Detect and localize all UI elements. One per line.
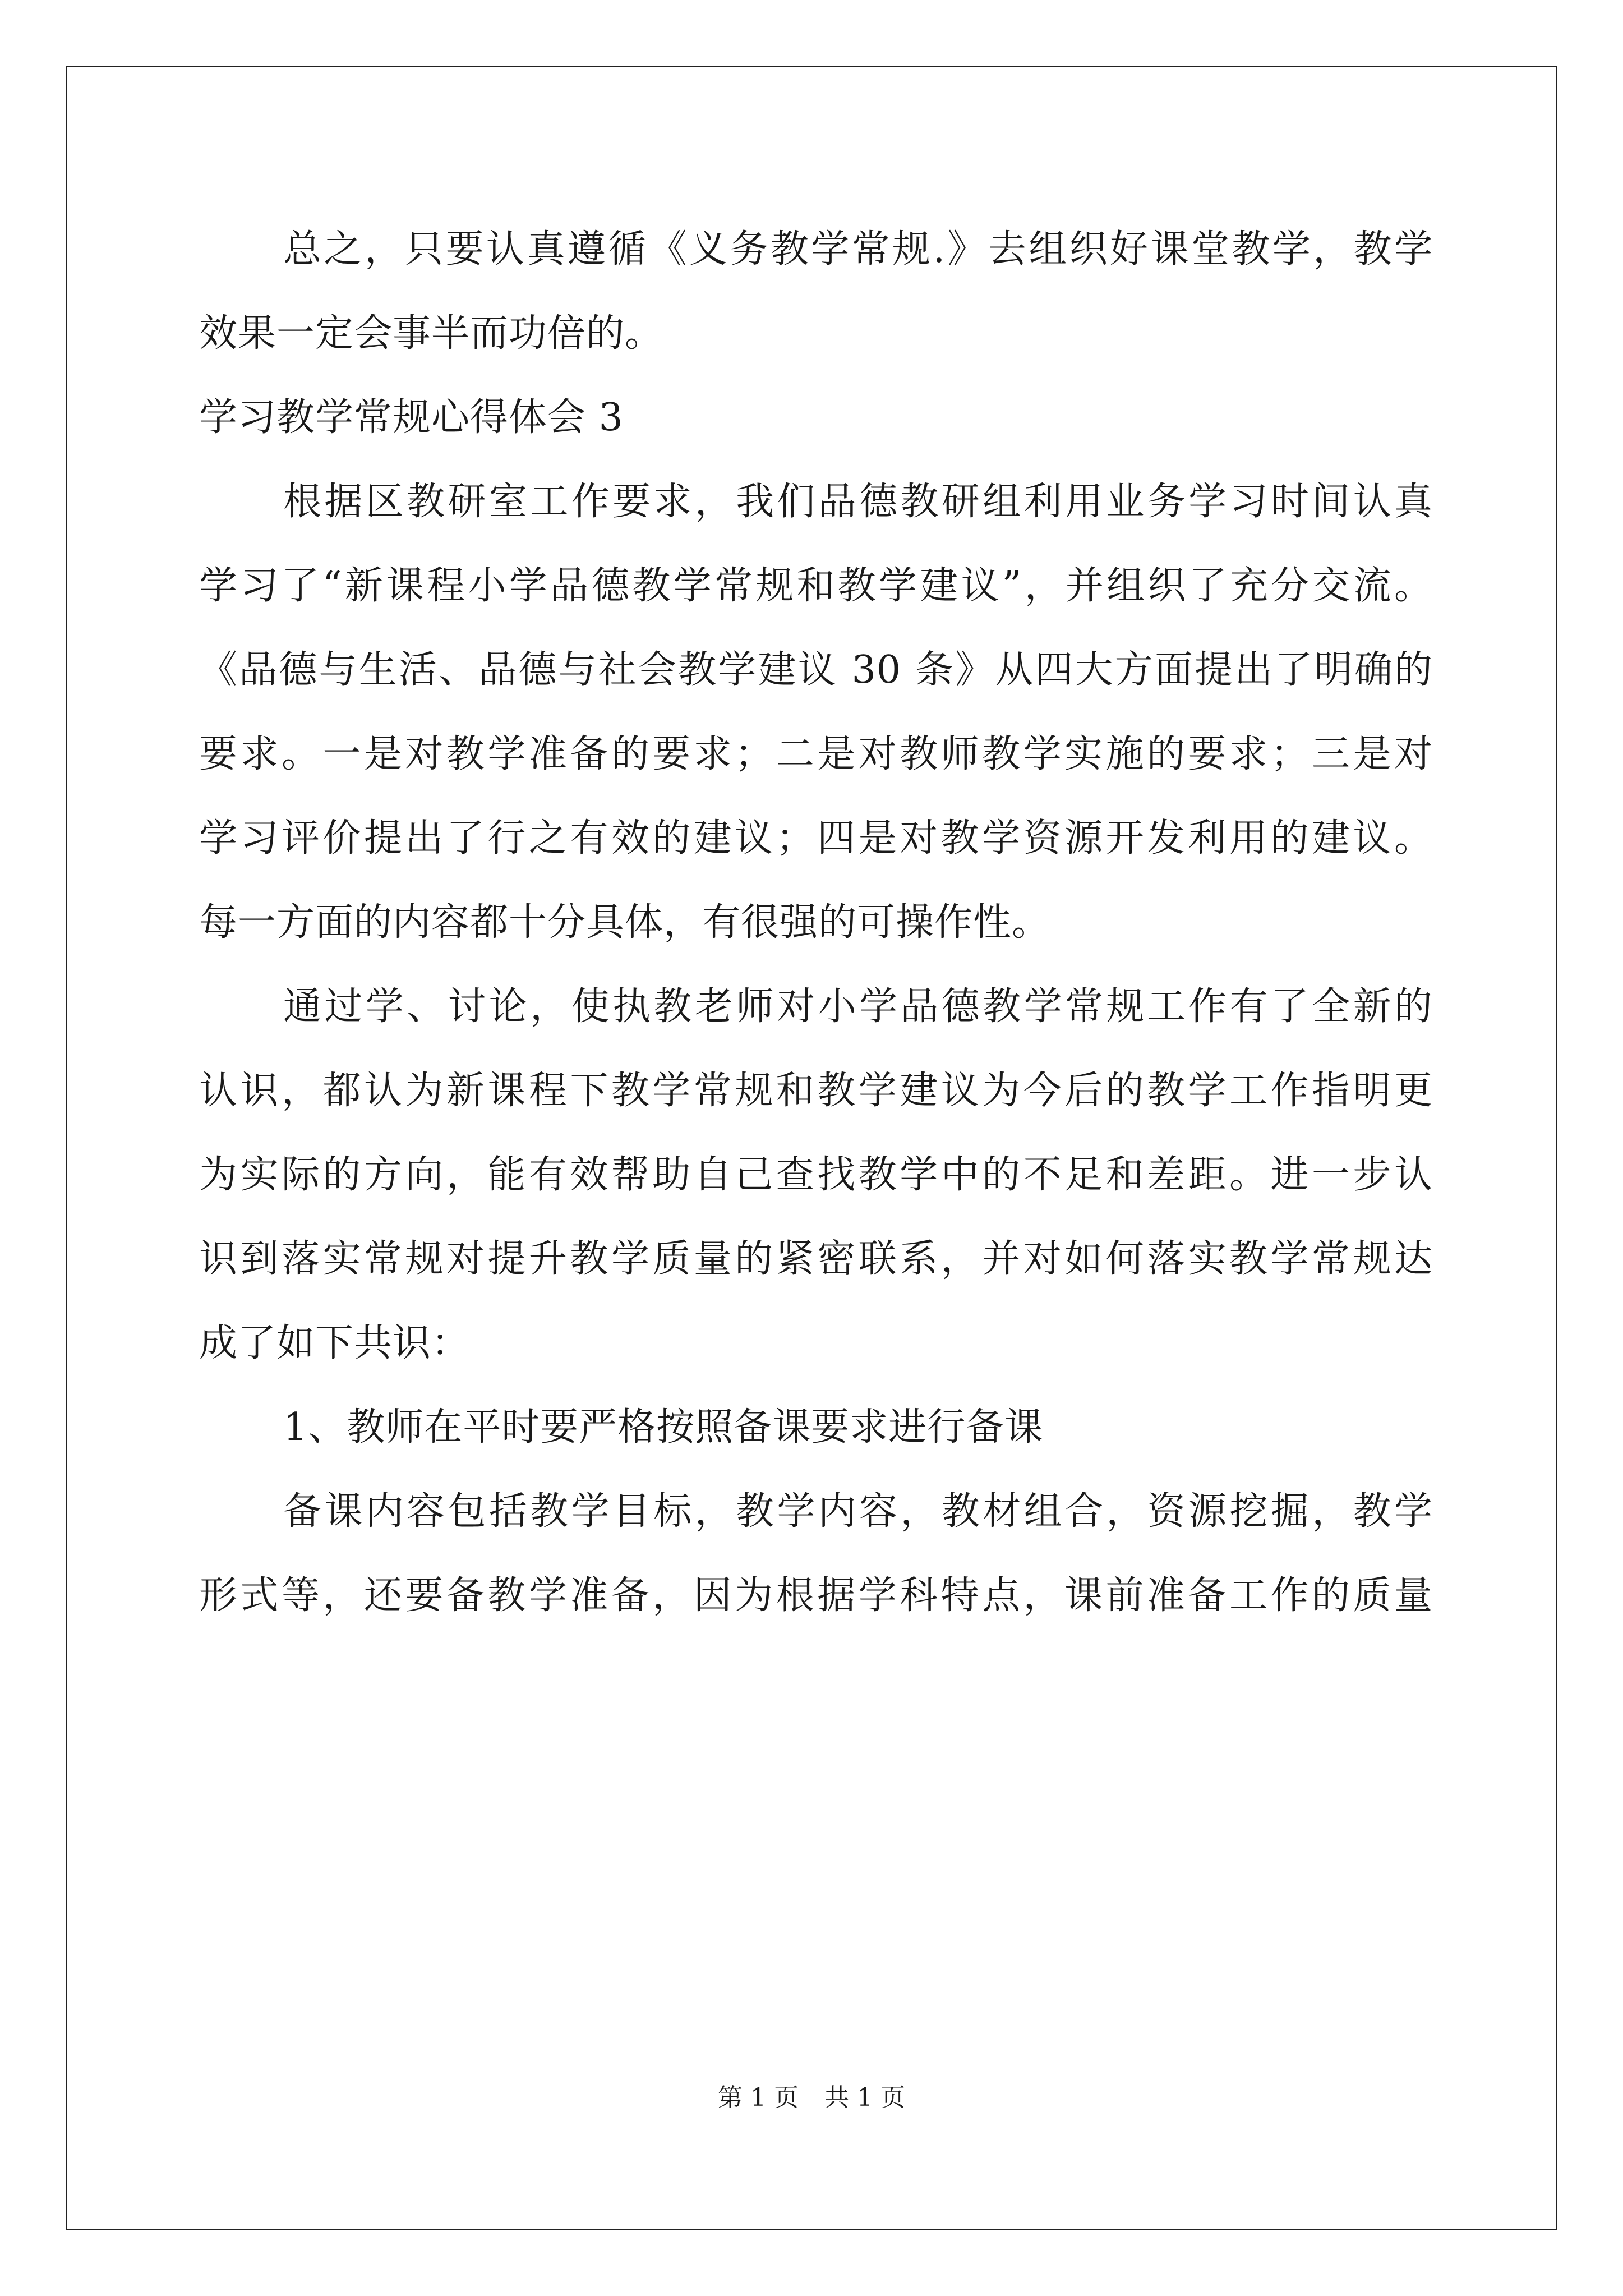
paragraph-line: 认识，都认为新课程下教学常规和教学建议为今后的教学工作指明更: [199, 1069, 1433, 1113]
paragraph-line: 为实际的方向，能有效帮助自己查找教学中的不足和差距。进一步认: [199, 1153, 1433, 1197]
paragraph-line: 《品德与生活、品德与社会教学建议 30 条》从四大方面提出了明确的: [199, 648, 1433, 692]
paragraph-line: 形式等，还要备教学准备，因为根据学科特点，课前准备工作的质量: [199, 1573, 1433, 1618]
page-total: 共 1 页: [824, 2083, 905, 2112]
paragraph-line: 效果一定会事半而功倍的。: [199, 311, 664, 356]
page-number: 第 1 页: [718, 2083, 799, 2112]
paragraph-line: 成了如下共识：: [199, 1321, 471, 1365]
paragraph-line: 每一方面的内容都十分具体，有很强的可操作性。: [199, 900, 1051, 945]
paragraph-line: 识到落实常规对提升教学质量的紧密联系，并对如何落实教学常规达: [199, 1237, 1433, 1281]
paragraph-line: 备课内容包括教学目标，教学内容，教材组合，资源挖掘，教学: [283, 1489, 1433, 1534]
paragraph-line: 学习了“新课程小学品德教学常规和教学建议”，并组织了充分交流。: [199, 564, 1433, 608]
paragraph-line: 通过学、讨论，使执教老师对小学品德教学常规工作有了全新的: [283, 984, 1433, 1029]
list-item-heading: 1、教师在平时要严格按照备课要求进行备课: [283, 1405, 1044, 1450]
document-body: [199, 222, 1433, 1652]
paragraph-line: 总之，只要认真遵循《义务教学常规.》去组织好课堂教学，教学: [283, 227, 1433, 272]
page-footer: [0, 2081, 1623, 2115]
section-heading: 学习教学常规心得体会 3: [199, 395, 624, 440]
paragraph-line: 学习评价提出了行之有效的建议；四是对教学资源开发利用的建议。: [199, 816, 1433, 861]
paragraph-line: 要求。一是对教学准备的要求；二是对教师教学实施的要求；三是对: [199, 732, 1433, 776]
paragraph-line: 根据区教研室工作要求，我们品德教研组利用业务学习时间认真: [283, 480, 1433, 524]
